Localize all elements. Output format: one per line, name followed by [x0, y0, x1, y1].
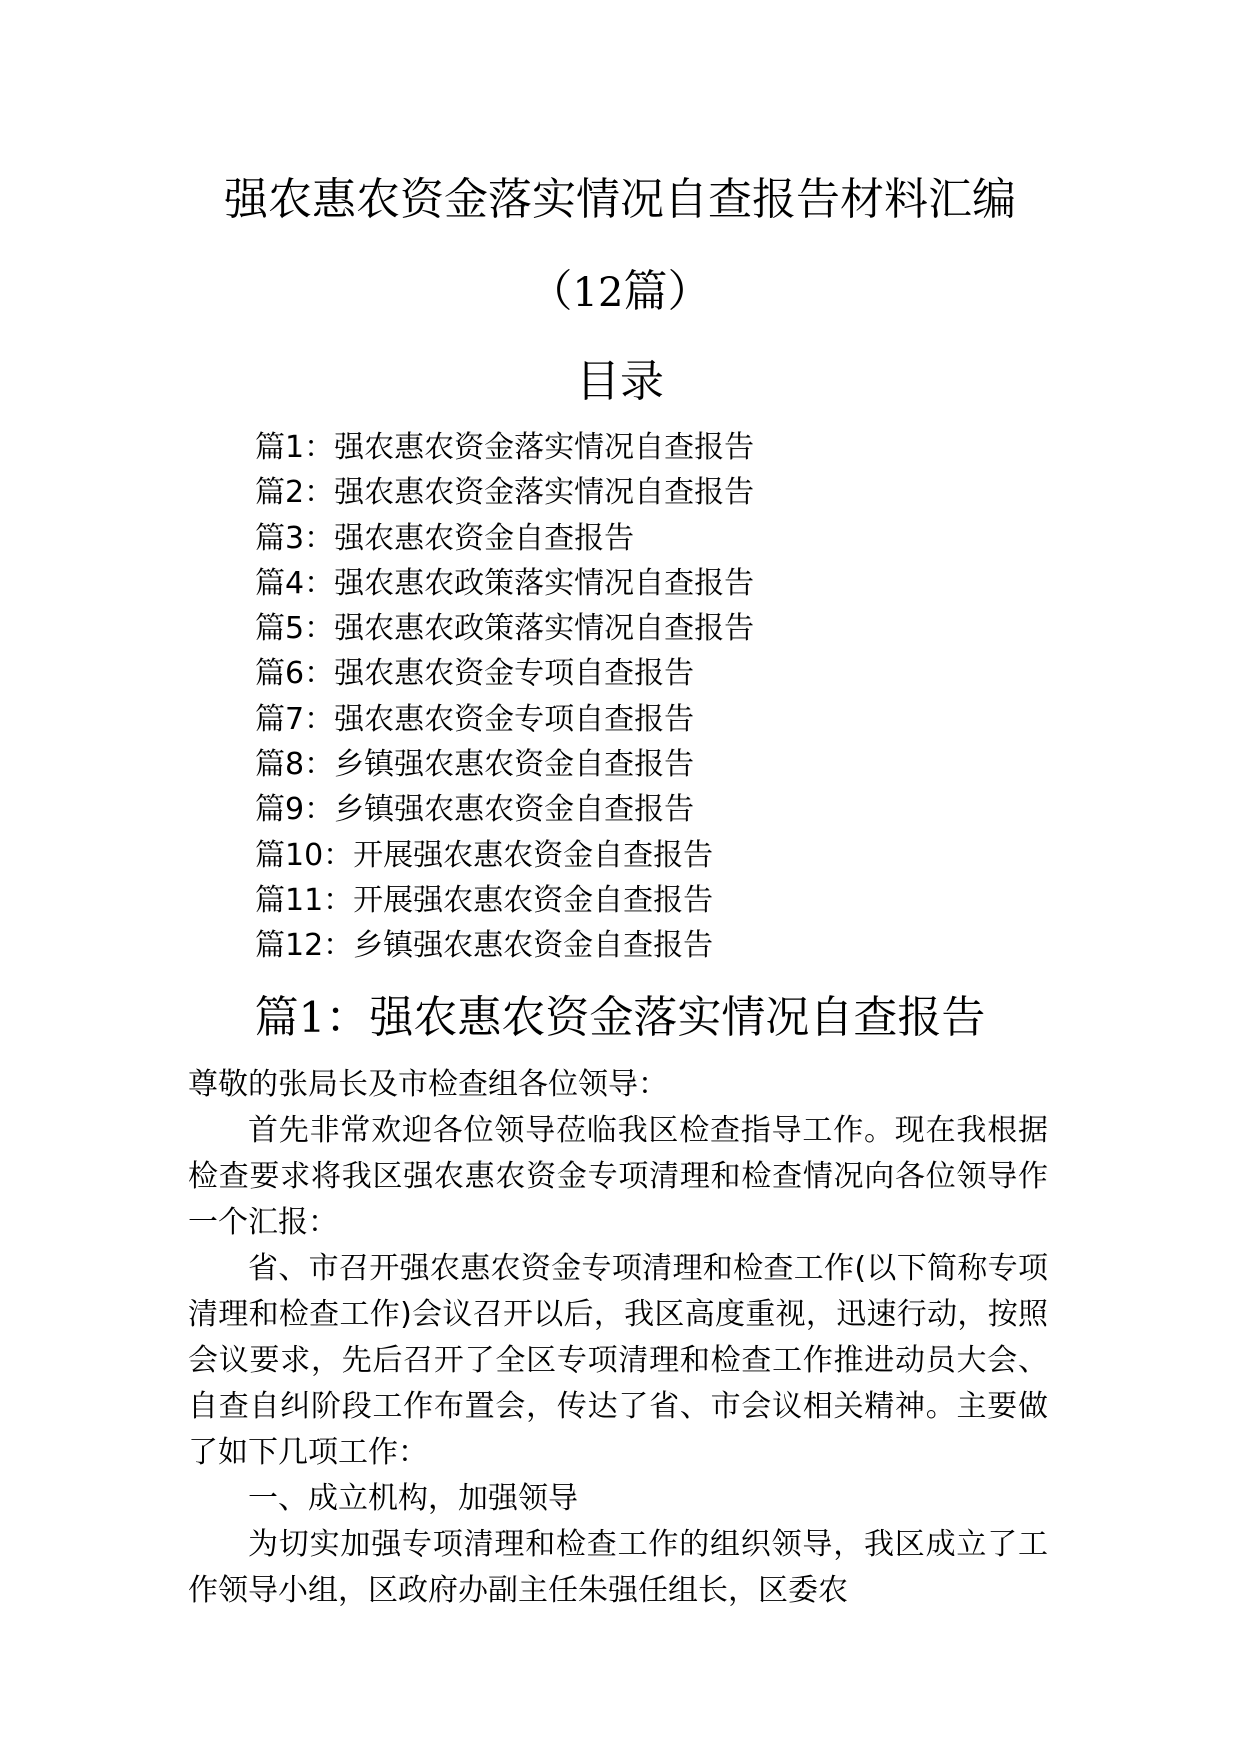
toc-item: 篇12：乡镇强农惠农资金自查报告: [255, 928, 714, 964]
toc-item: 篇6：强农惠农资金专项自查报告: [255, 656, 695, 692]
toc-heading: 目录: [576, 356, 664, 407]
paragraph: 省、市召开强农惠农资金专项清理和检查工作(以下简称专项清理和检查工作)会议召开以后，我区高度重视，迅速行动，按照会议要求，先后召开了全区专项清理和检查工作推进动员大会、自查自纠阶段工作布置会，传达了省、市会议相关精神。主要做了如下几项工作：: [188, 1251, 1048, 1470]
document-subtitle: [0, 262, 1240, 323]
subtitle-close: 篇）: [623, 266, 712, 317]
subheading: 一、成立机构，加强领导: [248, 1481, 578, 1516]
subtitle-count: 12: [572, 270, 624, 316]
body-text: [188, 1062, 1048, 1614]
toc-item: 篇3：强农惠农资金自查报告: [255, 520, 635, 556]
section-heading: [0, 988, 1240, 1048]
toc-item: 篇11：开展强农惠农资金自查报告: [255, 882, 714, 918]
paragraph: 为切实加强专项清理和检查工作的组织领导，我区成立了工作领导小组，区政府办副主任朱强任组长，区委农: [188, 1527, 1048, 1608]
salutation: 尊敬的张局长及市检查组各位领导：: [188, 1067, 668, 1102]
toc-item: 篇1：强农惠农资金落实情况自查报告: [255, 430, 755, 465]
paragraph: 首先非常欢迎各位领导莅临我区检查指导工作。现在我根据检查要求将我区强农惠农资金专项清理和检查情况向各位领导作一个汇报：: [188, 1113, 1048, 1240]
toc-item: 篇5：强农惠农政策落实情况自查报告: [255, 611, 755, 647]
section-heading-text: ：强农惠农资金落实情况自查报告: [325, 992, 986, 1043]
table-of-contents: [255, 425, 754, 969]
section-heading-prefix: 篇: [254, 992, 299, 1043]
subtitle-open: （: [528, 266, 573, 317]
document-title: 强农惠农资金落实情况自查报告材料汇编: [224, 174, 1016, 225]
toc-item: 篇10：开展强农惠农资金自查报告: [255, 837, 714, 873]
toc-item: 篇4：强农惠农政策落实情况自查报告: [255, 565, 755, 601]
toc-item: 篇7：强农惠农资金专项自查报告: [255, 701, 695, 737]
toc-item: 篇8：乡镇强农惠农资金自查报告: [255, 747, 695, 783]
section-heading-num: 1: [298, 993, 326, 1042]
toc-item: 篇9：乡镇强农惠农资金自查报告: [255, 792, 695, 828]
toc-item: 篇2：强农惠农资金落实情况自查报告: [255, 475, 755, 511]
